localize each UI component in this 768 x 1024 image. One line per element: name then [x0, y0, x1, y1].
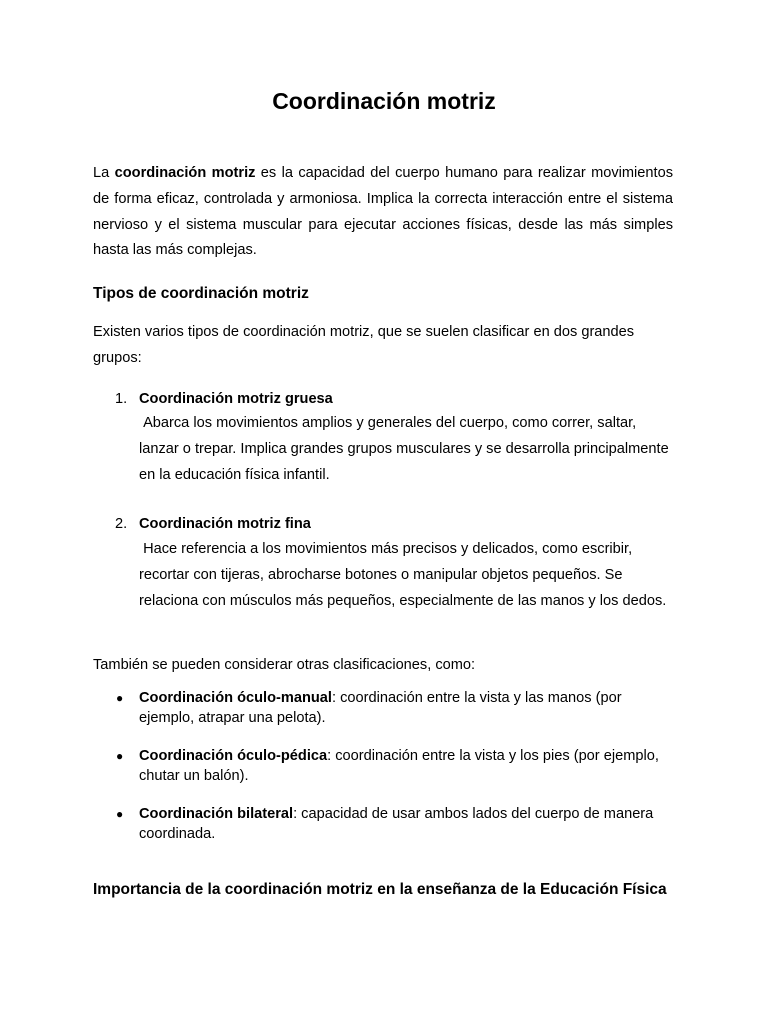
- bullet-marker-3: ●: [116, 807, 124, 821]
- intro-bold-term: coordinación motriz: [114, 165, 256, 181]
- bullet-item-bilateral: [139, 805, 679, 844]
- bullet-item-oculo-manual: [139, 689, 679, 728]
- bullet-bold-3: Coordinación bilateral: [139, 806, 294, 822]
- list-item-title-fina: Coordinación motriz fina: [139, 516, 311, 532]
- bullet-bold-2: Coordinación óculo-pédica: [139, 748, 328, 764]
- intro-paragraph: [93, 161, 673, 264]
- section-heading-tipos: Tipos de coordinación motriz: [93, 285, 309, 302]
- section-heading-importancia: Importancia de la coordinación motriz en la enseñanza de la Educación Física: [93, 881, 667, 898]
- list-number-2: 2.: [115, 516, 128, 532]
- bullet-marker-2: ●: [116, 749, 124, 763]
- section-paragraph-tipos: Existen varios tipos de coordinación motriz, que se suelen clasificar en dos grandes grupos:: [93, 324, 635, 366]
- page-title: Coordinación motriz: [272, 88, 496, 114]
- intro-suffix: es la capacidad del cuerpo humano para realizar movimientos de forma eficaz, controlada y armoniosa. Implica la correcta interacción entre el sistema nervioso y el sistema muscular para ejecutar acciones físicas, desde las más simples hasta las más complejas.: [93, 165, 673, 259]
- list-item-body-gruesa: Abarca los movimientos amplios y generales del cuerpo, como correr, saltar, lanzar o trepar. Implica grandes grupos musculares y se desarrolla principalmente en la educación física infantil.: [139, 415, 673, 483]
- bullet-marker-1: ●: [116, 691, 124, 705]
- bullet-bold-1: Coordinación óculo-manual: [139, 690, 332, 706]
- bullet-text-2: : coordinación entre la vista y los pies (por ejemplo, chutar un balón).: [139, 748, 659, 784]
- list-number-1: 1.: [115, 391, 128, 407]
- other-classifications-intro: También se pueden considerar otras clasificaciones, como:: [93, 657, 476, 673]
- bullet-item-oculo-pedica: [139, 747, 679, 786]
- list-item-title-gruesa: Coordinación motriz gruesa: [139, 391, 333, 407]
- bullet-text-3: : capacidad de usar ambos lados del cuerpo de manera coordinada.: [139, 806, 654, 842]
- list-item-body-fina: Hace referencia a los movimientos más precisos y delicados, como escribir, recortar con tijeras, abrocharse botones o manipular objetos pequeños. Se relaciona con músculos más pequeños, especialmente de las manos y los dedos.: [139, 541, 667, 609]
- bullet-text-1: : coordinación entre la vista y las manos (por ejemplo, atrapar una pelota).: [139, 690, 622, 726]
- intro-prefix: La: [93, 165, 115, 181]
